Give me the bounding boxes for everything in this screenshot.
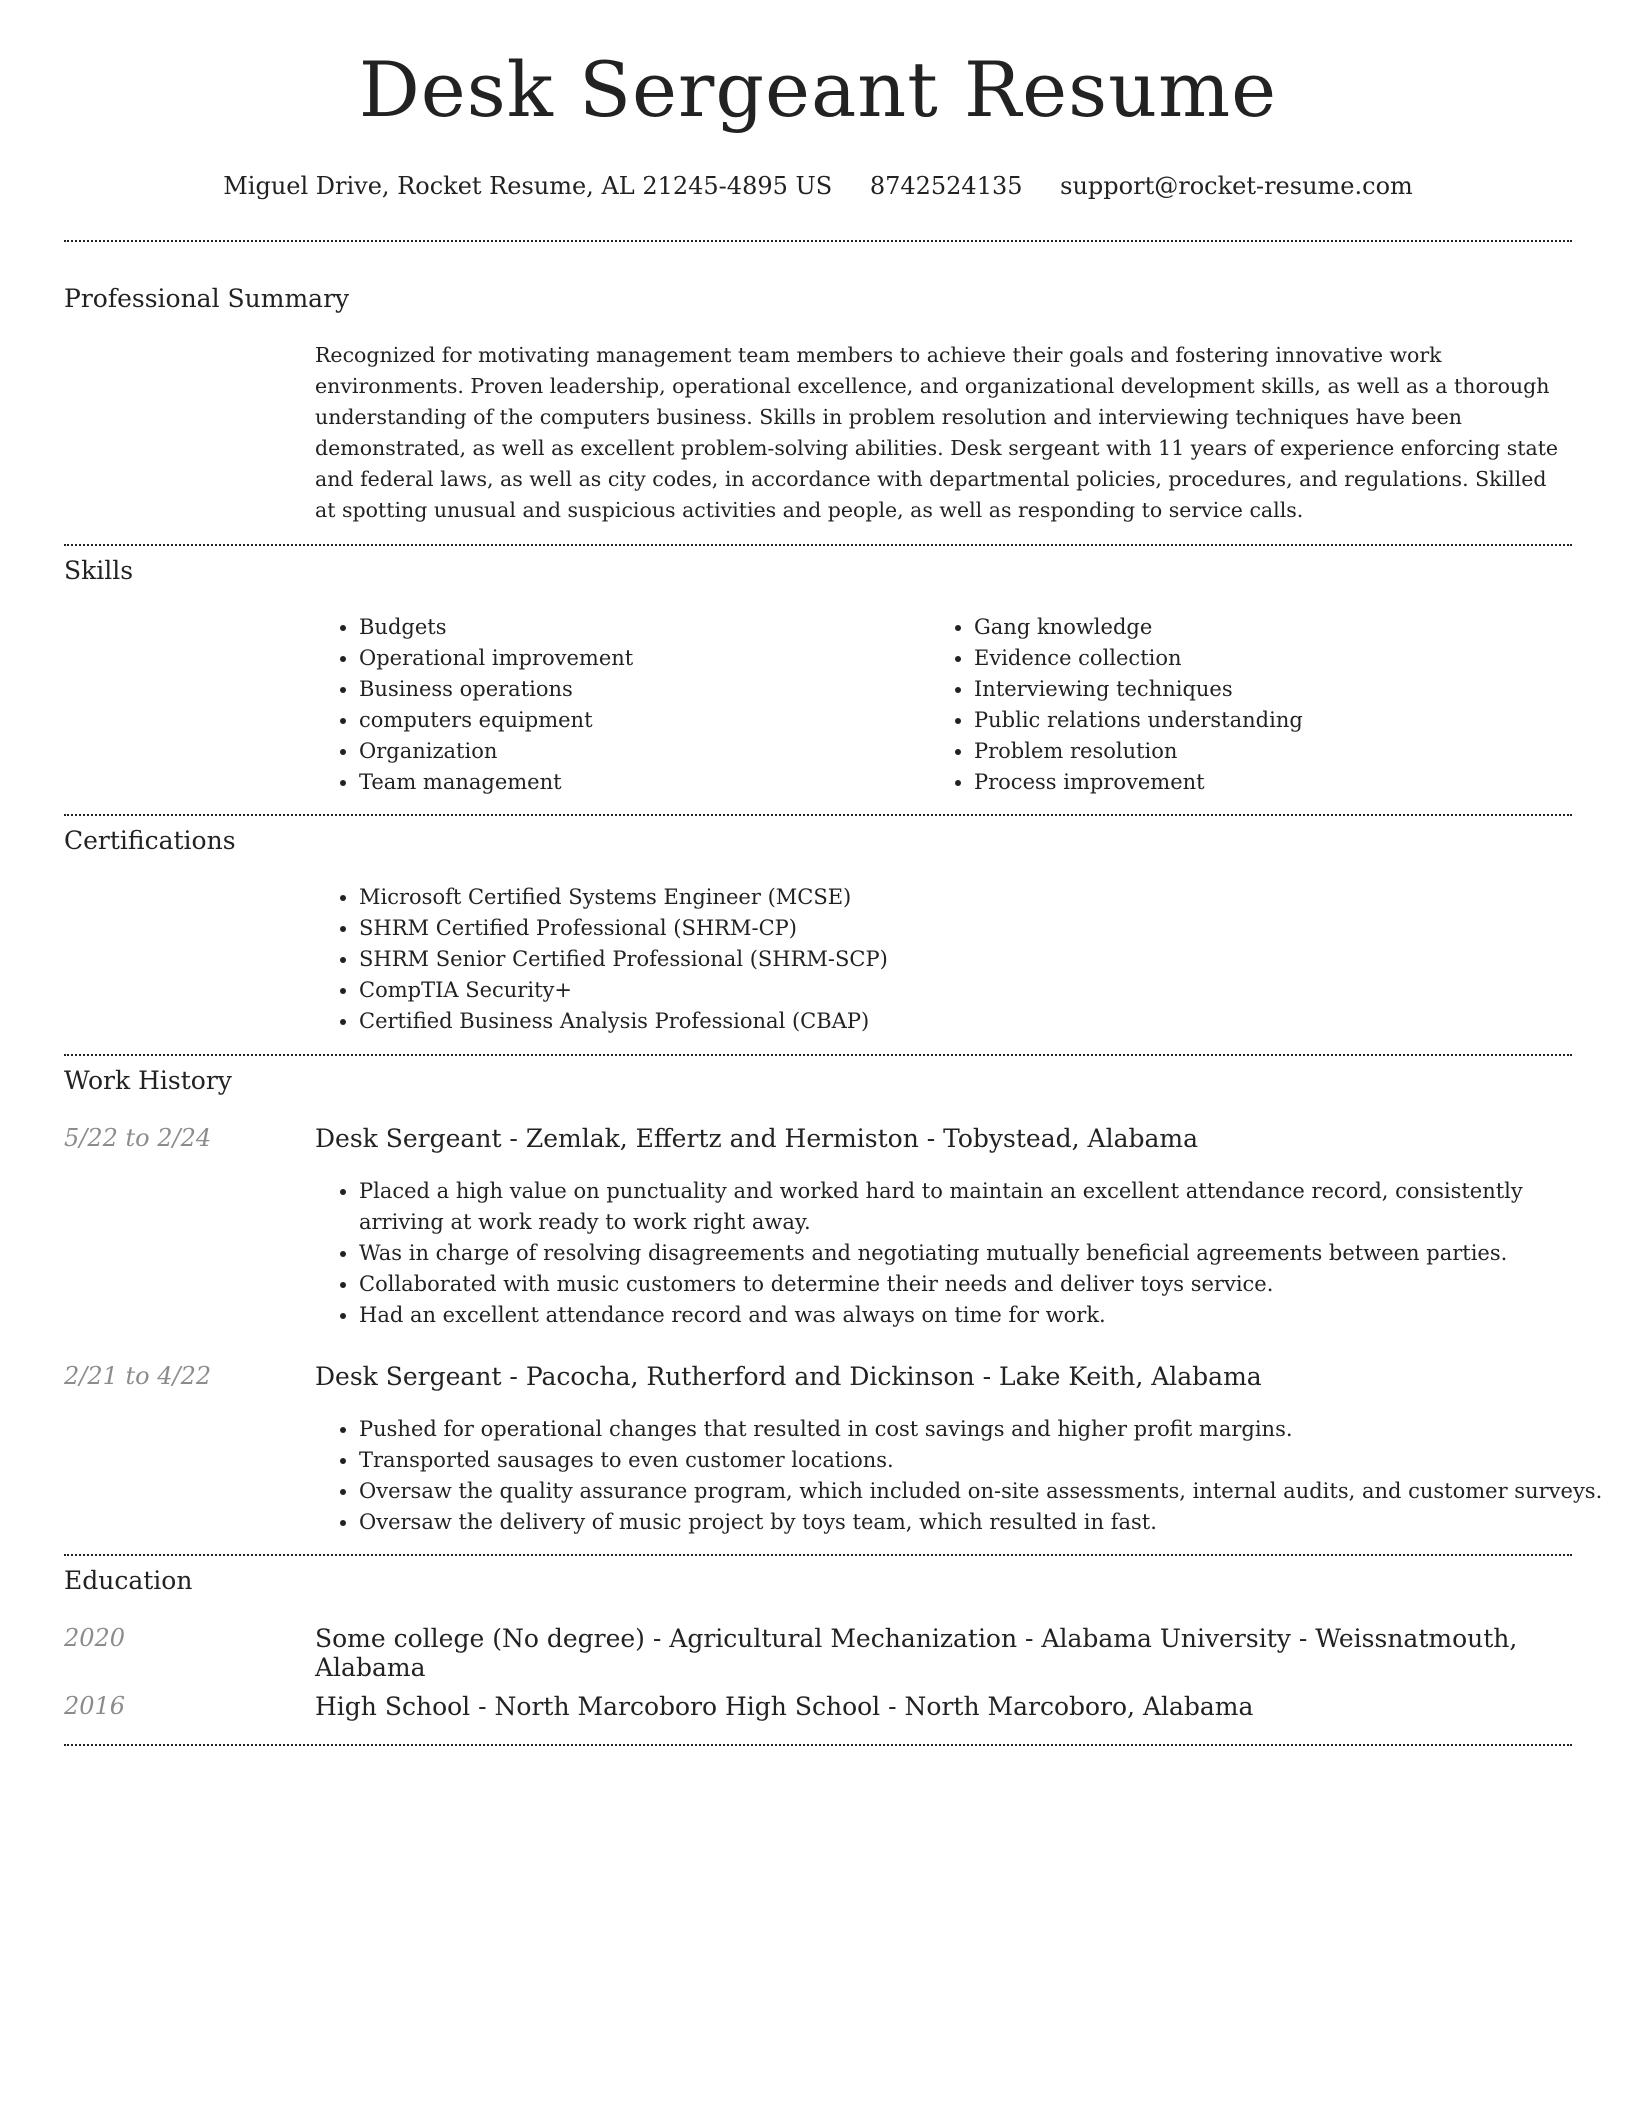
divider	[64, 544, 1572, 546]
list-item: • SHRM Senior Certified Professional (SHRM-SCP)	[359, 944, 1559, 975]
section-title-education: Education	[64, 1566, 193, 1595]
divider	[64, 1554, 1572, 1556]
divider	[64, 1054, 1572, 1056]
skills-list-right	[930, 612, 1574, 798]
list-item: • Placed a high value on punctuality and worked hard to maintain an excellent attendance record, consistently arriving at work ready to work right away.	[359, 1176, 1609, 1238]
contact-address: Miguel Drive, Rocket Resume, AL 21245-4895 US	[223, 172, 833, 200]
section-title-summary: Professional Summary	[64, 284, 350, 313]
list-item: • Problem resolution	[974, 736, 1574, 767]
contact-line	[64, 172, 1572, 200]
divider	[64, 814, 1572, 816]
skills-list-left	[315, 612, 919, 798]
section-title-work: Work History	[64, 1066, 232, 1095]
list-item: • Microsoft Certified Systems Engineer (MCSE)	[359, 882, 1559, 913]
education-year: 2016	[64, 1692, 126, 1720]
job-heading: Desk Sergeant - Pacocha, Rutherford and Dickinson - Lake Keith, Alabama	[315, 1362, 1262, 1391]
list-item: • Oversaw the delivery of music project by toys team, which resulted in fast.	[359, 1507, 1609, 1538]
list-item: • Organization	[359, 736, 919, 767]
list-item: • Evidence collection	[974, 643, 1574, 674]
list-item: • Gang knowledge	[974, 612, 1574, 643]
education-entry: High School - North Marcoboro High School - North Marcoboro, Alabama	[315, 1692, 1254, 1721]
resume-title: Desk Sergeant Resume	[358, 45, 1278, 134]
job-dates: 5/22 to 2/24	[64, 1124, 212, 1152]
job-heading: Desk Sergeant - Zemlak, Effertz and Hermiston - Tobystead, Alabama	[315, 1124, 1198, 1153]
list-item: • Interviewing techniques	[974, 674, 1574, 705]
list-item: • Public relations understanding	[974, 705, 1574, 736]
education-year: 2020	[64, 1624, 126, 1652]
summary-text: Recognized for motivating management team members to achieve their goals and fostering innovative work environments. Proven leadership, operational excellence, and organizational development skills, as well as a thorough understanding of the computers business. Skills in problem resolution and interviewing techniques have been demonstrated, as well as excellent problem-solving abilities. Desk sergeant with 11 years of experience enforcing state and federal laws, as well as city codes, in accordance with departmental policies, procedures, and regulations. Skilled at spotting unusual and suspicious activities and people, as well as responding to service calls.	[315, 343, 1559, 522]
list-item: • Had an excellent attendance record and was always on time for work.	[359, 1300, 1609, 1331]
list-item: • Team management	[359, 767, 919, 798]
job-bullets	[315, 1414, 1609, 1538]
list-item: • Collaborated with music customers to determine their needs and deliver toys service.	[359, 1269, 1609, 1300]
education-entry: Some college (No degree) - Agricultural Mechanization - Alabama University - Weissnatmouth, Alabama	[315, 1624, 1518, 1682]
list-item: • Transported sausages to even customer locations.	[359, 1445, 1609, 1476]
list-item: • Certified Business Analysis Professional (CBAP)	[359, 1006, 1559, 1037]
divider	[64, 1744, 1572, 1746]
list-item: • Oversaw the quality assurance program, which included on-site assessments, internal audits, and customer surveys.	[359, 1476, 1609, 1507]
list-item: • Budgets	[359, 612, 919, 643]
list-item: • Business operations	[359, 674, 919, 705]
job-dates: 2/21 to 4/22	[64, 1362, 212, 1390]
list-item: • SHRM Certified Professional (SHRM-CP)	[359, 913, 1559, 944]
contact-email: support@rocket-resume.com	[1060, 172, 1413, 200]
job-bullets	[315, 1176, 1609, 1331]
list-item: • Was in charge of resolving disagreements and negotiating mutually beneficial agreements between parties.	[359, 1238, 1609, 1269]
certifications-list	[315, 882, 1559, 1037]
list-item: • Process improvement	[974, 767, 1574, 798]
section-title-certifications: Certifications	[64, 826, 236, 855]
list-item: • computers equipment	[359, 705, 919, 736]
list-item: • Operational improvement	[359, 643, 919, 674]
divider	[64, 240, 1572, 242]
contact-phone: 8742524135	[869, 172, 1023, 200]
section-title-skills: Skills	[64, 556, 134, 585]
list-item: • Pushed for operational changes that resulted in cost savings and higher profit margins.	[359, 1414, 1609, 1445]
list-item: • CompTIA Security+	[359, 975, 1559, 1006]
